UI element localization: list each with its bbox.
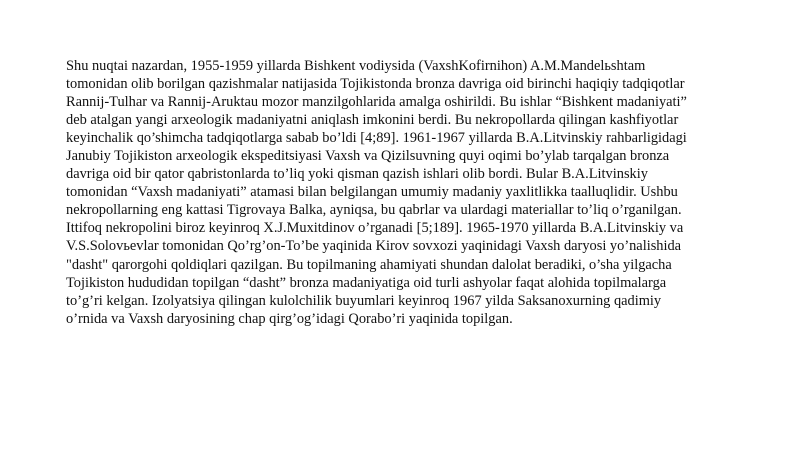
paragraph-line: Tojikiston hududidan topilgan “dasht” bronza madaniyatiga oid turli ashyolar faqat alohida topilmalarga	[66, 274, 667, 291]
paragraph-line: davriga oid bir qator qabristonlarda to’liq yoki qisman qazish ishlari olib bordi. Bular B.A.Litvinskiy	[66, 166, 648, 183]
paragraph-line: Janubiy Tojikiston arxeologik ekspeditsiyasi Vaxsh va Qizilsuvning quyi oqimi bo’ylab tarqalgan bronza	[66, 148, 670, 165]
paragraph-line: o’rnida va Vaxsh daryosining chap qirg’og’idagi Qorabo’ri yaqinida topilgan.	[66, 310, 513, 327]
paragraph-line: tomonidan olib borilgan qazishmalar natijasida Tojikistonda bronza davriga oid birinchi haqiqiy tadqiqotlar	[66, 76, 685, 93]
paragraph-line: Rannij-Tulhar va Rannij-Aruktau mozor manzilgohlarida amalga oshirildi. Bu ishlar “Bishkent madaniyati”	[66, 94, 687, 111]
paragraph-line: keyinchalik qo’shimcha tadqiqotlarga sabab bo’ldi [4;89]. 1961-1967 yillarda B.A.Litvinskiy rahbarligidagi	[66, 130, 687, 147]
paragraph-line: V.S.Solovьevlar tomonidan Qo’rg’on-To’be yaqinida Kirov sovxozi yaqinidagi Vaxsh daryosi yo’nalishida	[66, 238, 682, 255]
paragraph-line: nekropollarning eng kattasi Tigrovaya Balka, ayniqsa, bu qabrlar va ulardagi materiallar to’liq o’rganilgan.	[66, 202, 682, 219]
paragraph-line: Ittifoq nekropolini biroz keyinroq X.J.Muxitdinov o’rganadi [5;189]. 1965-1970 yillarda B.A.Litvinskiy va	[66, 220, 684, 237]
body-paragraph	[66, 57, 746, 328]
paragraph-line: to’g’ri kelgan. Izolyatsiya qilingan kulolchilik buyumlari keyinroq 1967 yilda Saksanoxurning qadimiy	[66, 292, 662, 309]
paragraph-line: tomonidan “Vaxsh madaniyati” atamasi bilan belgilangan umumiy madaniy yaxlitlikka taalluqlidir. Ushbu	[66, 184, 678, 201]
paragraph-line: "dasht" qarorgohi qoldiqlari qazilgan. Bu topilmaning ahamiyati shundan dalolat beradiki, o’sha yilgacha	[66, 256, 672, 273]
paragraph-line: Shu nuqtai nazardan, 1955-1959 yillarda Bishkent vodiysida (VaxshKofirnihon) A.M.Mandelьshtam	[66, 58, 646, 74]
paragraph-line: deb atalgan yangi arxeologik madaniyatni aniqlash imkonini berdi. Bu nekropollarda qilingan kashfiyotlar	[66, 112, 679, 129]
